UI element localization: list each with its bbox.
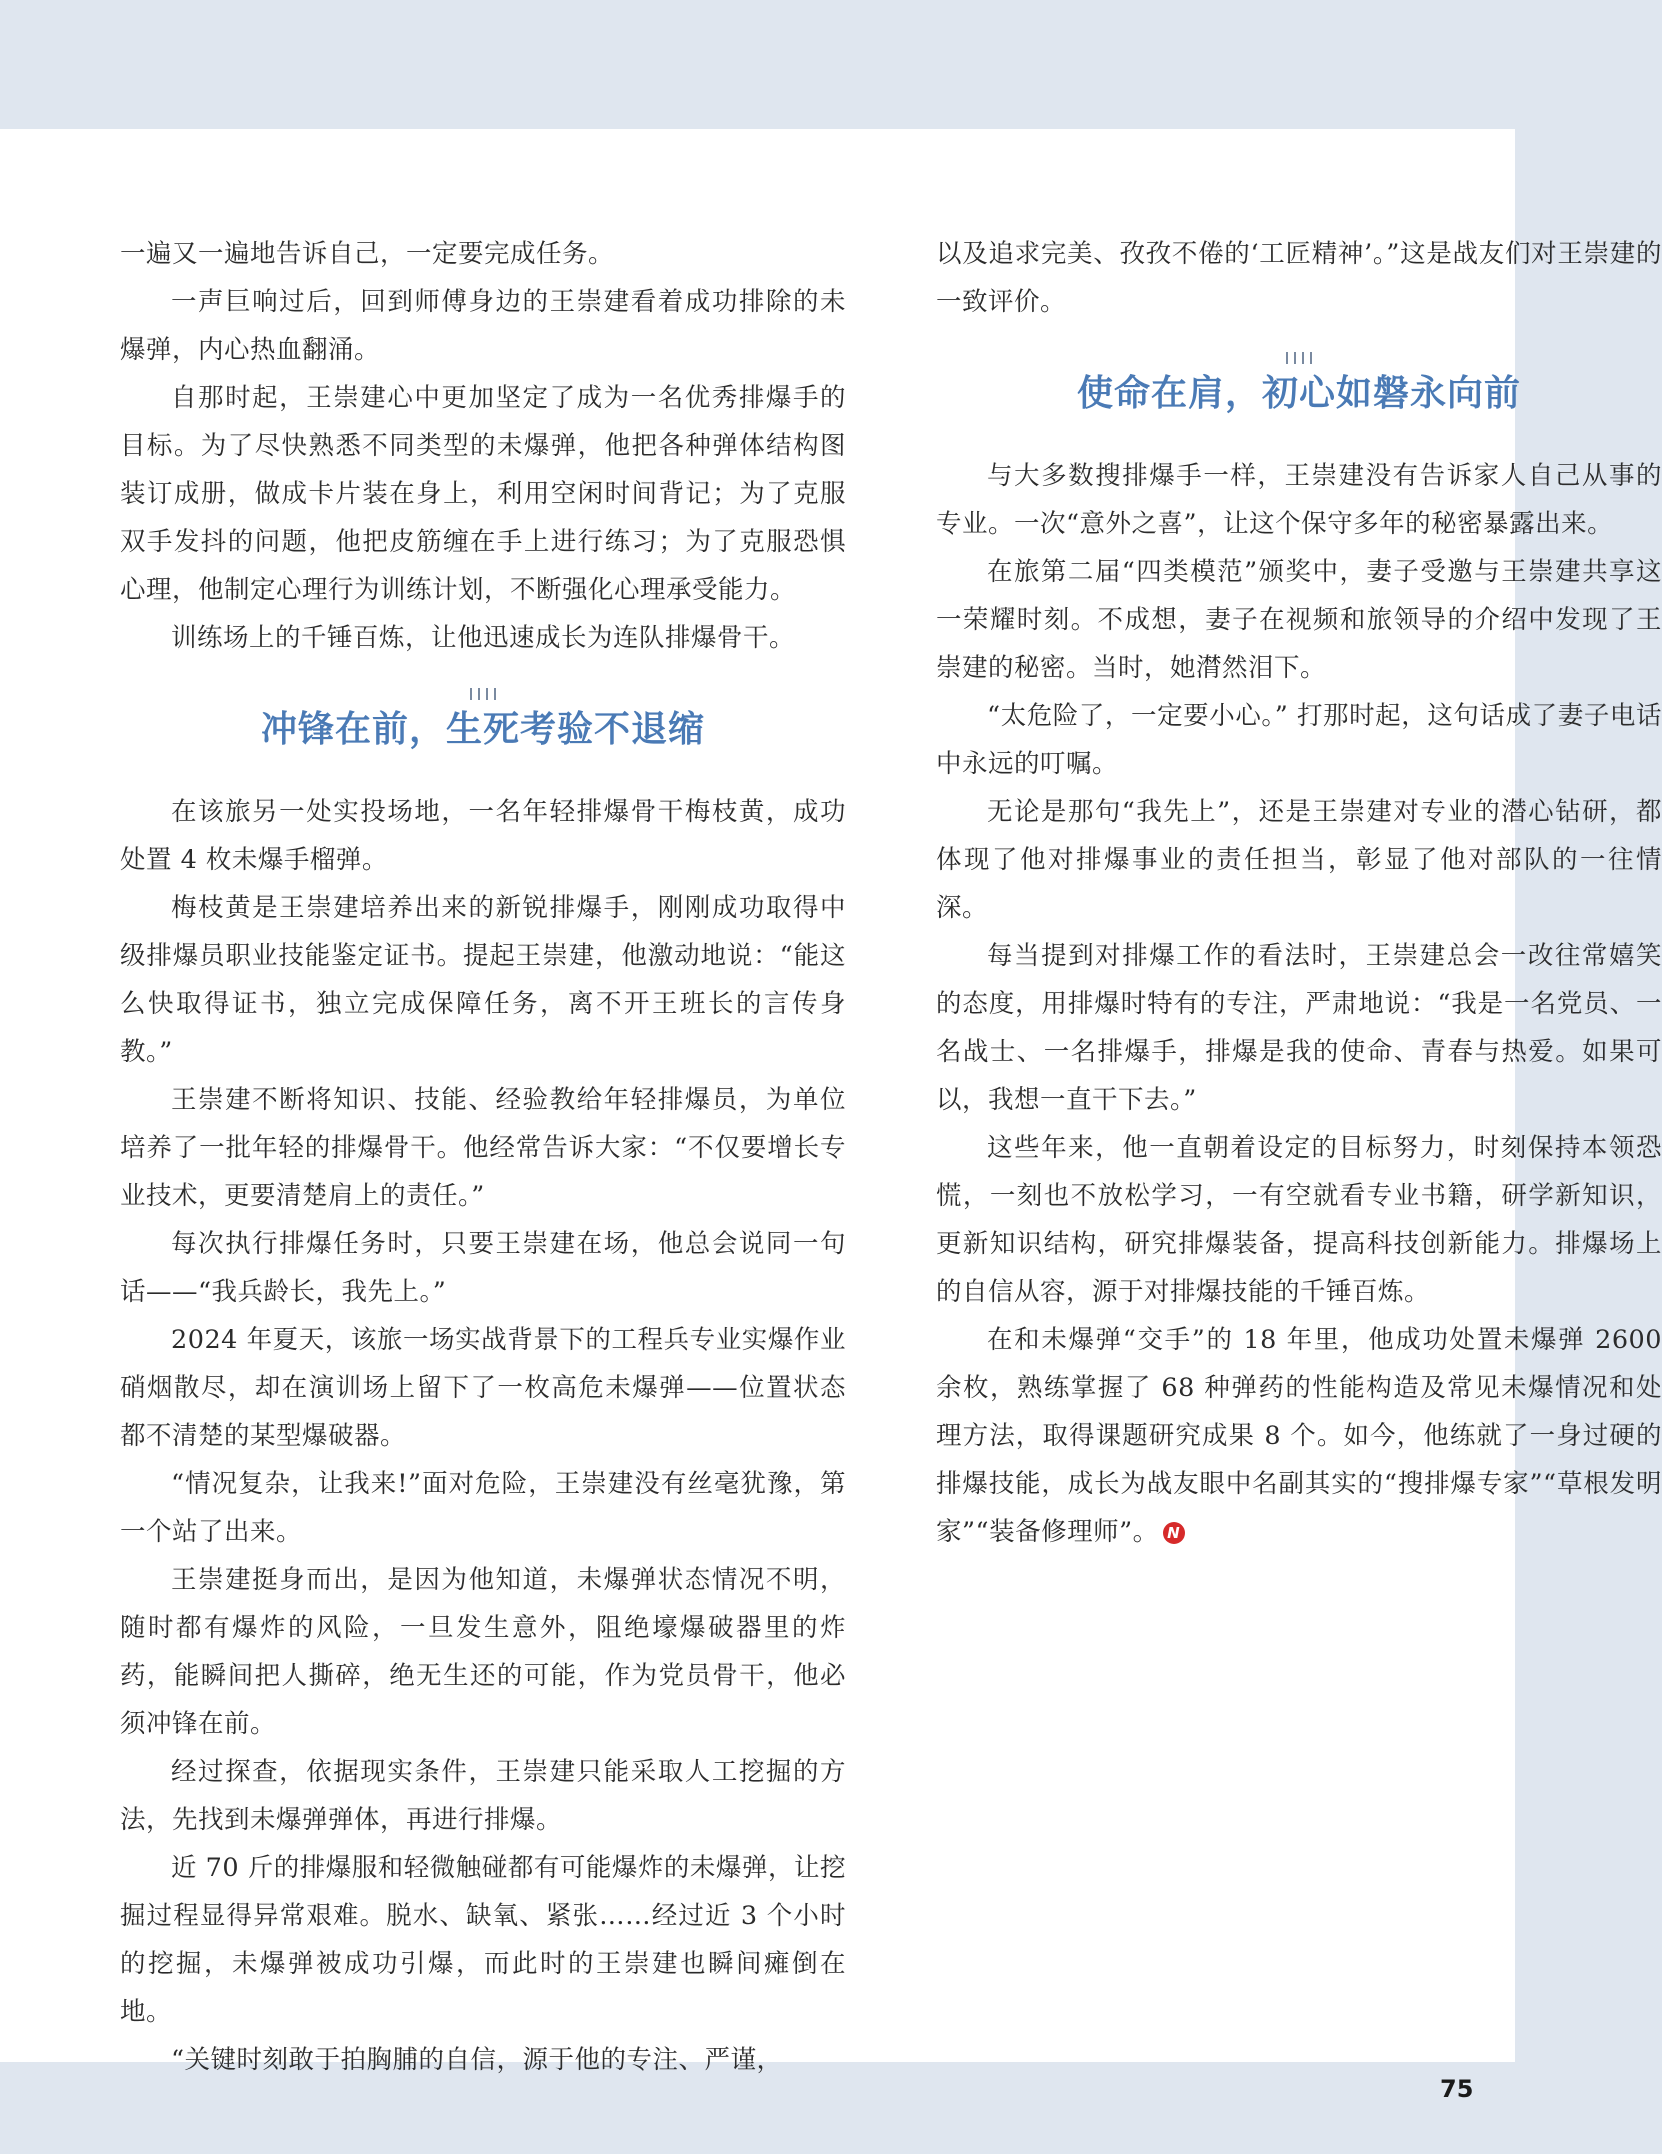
section-heading (936, 352, 1662, 418)
paragraph: 自那时起，王崇建心中更加坚定了成为一名优秀排爆手的目标。为了尽快熟悉不同类型的未爆弹，他把各种弹体结构图装订成册，做成卡片装在身上，利用空闲时间背记；为了克服双手发抖的问题，他把皮筋缠在手上进行练习；为了克服恐惧心理，他制定心理行为训练计划，不断强化心理承受能力。 (120, 383, 846, 605)
section-mark-icon (470, 688, 496, 700)
paragraph: 一遍又一遍地告诉自己，一定要完成任务。 (120, 239, 615, 269)
paragraph: 以及追求完美、孜孜不倦的‘工匠精神’。”这是战友们对王崇建的一致评价。 (936, 239, 1662, 317)
paragraph (936, 1316, 1662, 1556)
paragraph: 2024 年夏天，该旅一场实战背景下的工程兵专业实爆作业硝烟散尽，却在演训场上留下了一枚高危未爆弹——位置状态都不清楚的某型爆破器。 (120, 1325, 846, 1451)
paragraph: “太危险了，一定要小心。” 打那时起，这句话成了妻子电话中永远的叮嘱。 (936, 701, 1662, 779)
paragraph: 每当提到对排爆工作的看法时，王崇建总会一改往常嬉笑的态度，用排爆时特有的专注，严肃地说：“我是一名党员、一名战士、一名排爆手，排爆是我的使命、青春与热爱。如果可以，我想一直干下去。” (936, 941, 1662, 1115)
page-number: 75 (1440, 2075, 1474, 2103)
paragraph: 每次执行排爆任务时，只要王崇建在场，他总会说同一句话——“我兵龄长，我先上。” (120, 1229, 846, 1307)
paragraph: “关键时刻敢于拍胸脯的自信，源于他的专注、严谨， (171, 2045, 783, 2075)
section-title: 使命在肩，初心如磐永向前 (1076, 373, 1521, 414)
paragraph: 在旅第二届“四类模范”颁奖中，妻子受邀与王崇建共享这一荣耀时刻。不成想，妻子在视频和旅领导的介绍中发现了王崇建的秘密。当时，她潸然泪下。 (936, 557, 1662, 683)
paragraph: 这些年来，他一直朝着设定的目标努力，时刻保持本领恐慌，一刻也不放松学习，一有空就看专业书籍，研学新知识，更新知识结构，研究排爆装备，提高科技创新能力。排爆场上的自信从容，源于对排爆技能的千锤百炼。 (936, 1133, 1662, 1307)
section-heading (120, 688, 846, 754)
end-mark-icon: N (1163, 1522, 1185, 1544)
paragraph-text: 在和未爆弹“交手”的 18 年里，他成功处置未爆弹 2600 余枚，熟练掌握了 68 种弹药的性能构造及常见未爆情况和处理方法，取得课题研究成果 8 个。如今，他练就了一身过硬的排爆技能，成长为战友眼中名副其实的“搜排爆专家”“草根发明家”“装备修理师”。 (936, 1325, 1662, 1547)
paragraph: 梅枝黄是王崇建培养出来的新锐排爆手，刚刚成功取得中级排爆员职业技能鉴定证书。提起王崇建，他激动地说：“能这么快取得证书，独立完成保障任务，离不开王班长的言传身教。” (120, 893, 846, 1067)
left-column (120, 230, 846, 2084)
paragraph: “情况复杂，让我来!”面对危险，王崇建没有丝毫犹豫，第一个站了出来。 (120, 1469, 846, 1547)
paragraph: 一声巨响过后，回到师傅身边的王崇建看着成功排除的未爆弹，内心热血翻涌。 (120, 287, 846, 365)
paragraph: 经过探查，依据现实条件，王崇建只能采取人工挖掘的方法，先找到未爆弹弹体，再进行排爆。 (120, 1757, 846, 1835)
paragraph: 与大多数搜排爆手一样，王崇建没有告诉家人自己从事的专业。一次“意外之喜”，让这个保守多年的秘密暴露出来。 (936, 461, 1662, 539)
paragraph: 在该旅另一处实投场地，一名年轻排爆骨干梅枝黄，成功处置 4 枚未爆手榴弹。 (120, 797, 846, 875)
paragraph: 无论是那句“我先上”，还是王崇建对专业的潜心钻研，都体现了他对排爆事业的责任担当，彰显了他对部队的一往情深。 (936, 797, 1662, 923)
paragraph: 王崇建挺身而出，是因为他知道，未爆弹状态情况不明，随时都有爆炸的风险，一旦发生意外，阻绝壕爆破器里的炸药，能瞬间把人撕碎，绝无生还的可能，作为党员骨干，他必须冲锋在前。 (120, 1565, 846, 1739)
right-column (936, 230, 1662, 1556)
paragraph: 王崇建不断将知识、技能、经验教给年轻排爆员，为单位培养了一批年轻的排爆骨干。他经常告诉大家：“不仅要增长专业技术，更要清楚肩上的责任。” (120, 1085, 846, 1211)
paragraph: 近 70 斤的排爆服和轻微触碰都有可能爆炸的未爆弹，让挖掘过程显得异常艰难。脱水、缺氧、紧张……经过近 3 个小时的挖掘，未爆弹被成功引爆，而此时的王崇建也瞬间瘫倒在地。 (120, 1853, 846, 2027)
paragraph: 训练场上的千锤百炼，让他迅速成长为连队排爆骨干。 (171, 623, 796, 653)
section-mark-icon (1286, 352, 1312, 364)
section-title: 冲锋在前，生死考验不退缩 (260, 709, 705, 750)
